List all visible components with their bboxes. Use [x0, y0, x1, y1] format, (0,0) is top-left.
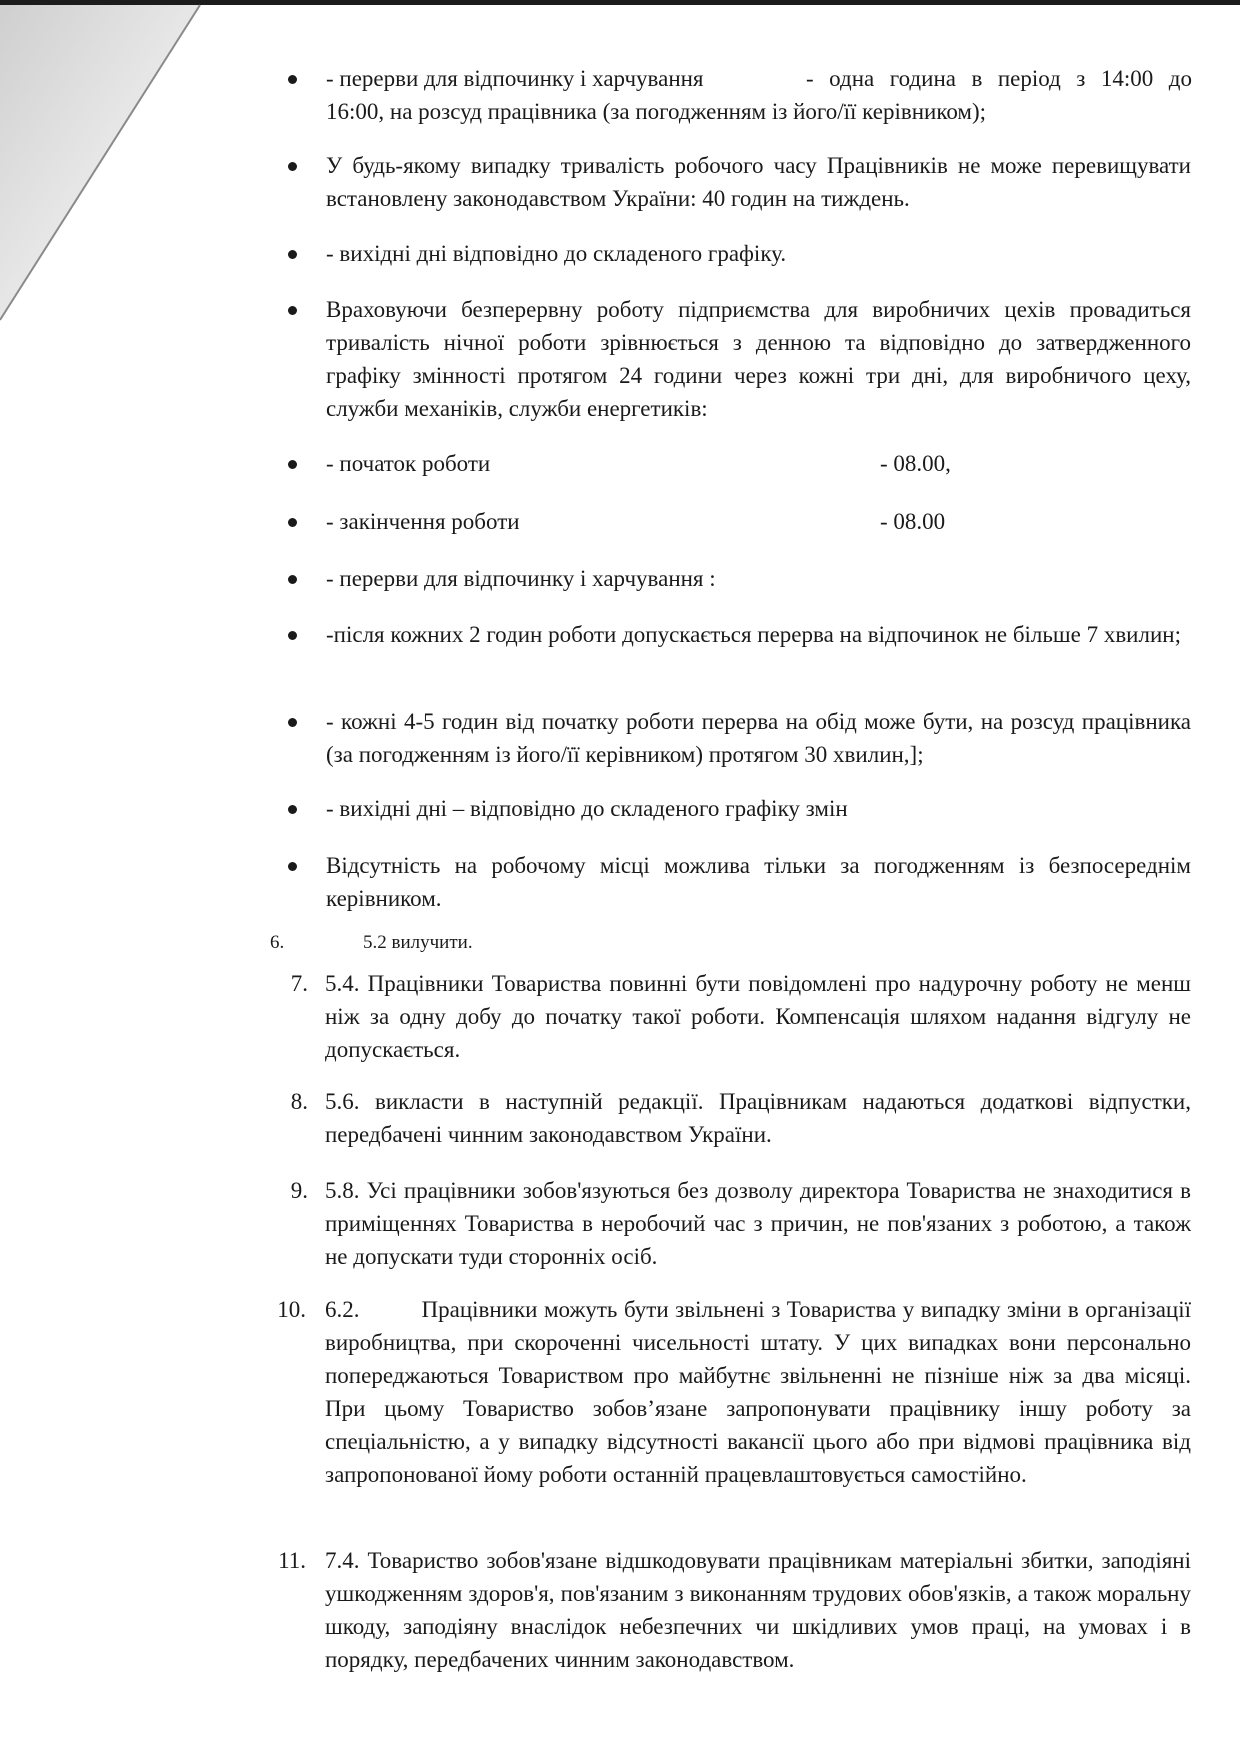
item-number: 8. — [290, 1089, 308, 1114]
bullet-item: Відсутність на робочому місці можлива тільки за погодженням із безпосереднім керівником. — [326, 853, 1191, 911]
bullet-dot — [288, 718, 297, 727]
item-text — [325, 1293, 1191, 1491]
folded-corner-shadow — [0, 0, 240, 330]
bullet-item-label: - початок роботи — [326, 451, 491, 476]
item-number: 7. — [290, 971, 308, 996]
bullet-dot — [288, 306, 297, 315]
bullet-item: - вихідні дні відповідно до складеного графіку. — [326, 241, 787, 266]
bullet-text-line2: 16:00, на розсуд працівника (за погодженням із його/її керівником); — [326, 99, 987, 124]
bullet-item: - вихідні дні – відповідно до складеного графіку змін — [326, 796, 848, 821]
bullet-item: -після кожних 2 годин роботи допускається перерва на відпочинок не більше 7 хвилин; — [326, 622, 1181, 647]
bullet-dot — [288, 250, 297, 259]
item-number: 10. — [277, 1297, 306, 1322]
item-text: 5.8. Усі працівники зобов'язуються без дозволу директора Товариства не знаходитися в приміщеннях Товариства в неробочий час з причин, не пов'язаних з роботою, а також не допускати туди сторонніх осіб. — [325, 1178, 1191, 1269]
bullet-item — [326, 62, 1191, 128]
bullet-item: - перерви для відпочинку і харчування : — [326, 566, 716, 591]
item-number: 11. — [278, 1548, 306, 1573]
bullet-item: - кожні 4-5 годин від початку роботи перерва на обід може бути, на розсуд працівника (за погодженням із його/її керівником) протягом 30 хвилин,]; — [326, 709, 1191, 767]
item-number: 9. — [290, 1178, 308, 1203]
bullet-item-value: - 08.00, — [880, 451, 951, 476]
bullet-text-part2: - одна година в період з 14:00 до — [806, 66, 1192, 91]
bullet-dot — [288, 805, 297, 814]
bullet-item-label: - закінчення роботи — [326, 509, 520, 534]
bullet-dot — [288, 162, 297, 171]
bullet-dot — [288, 518, 297, 527]
item-text: 7.4. Товариство зобов'язане відшкодовувати працівникам матеріальні збитки, заподіяні ушкодженням здоров'я, пов'язаним з виконанням трудових обов'язків, а також моральну шкоду, заподіяну внаслідок небезпечних чи шкідливих умов праці, на умовах і в порядку, передбачених чинним законодавством. — [325, 1548, 1191, 1672]
bullet-dot — [288, 575, 297, 584]
bullet-dot — [288, 75, 297, 84]
item-text: 5.2 вилучити. — [363, 932, 473, 953]
bullet-dot — [288, 631, 297, 640]
item-body: Працівники можуть бути звільнені з Товариства у випадку зміни в організації виробництва, при скороченні чисельності штату. У цих випадках вони персонально попереджаються Товариством про майбутнє звільненні не пізніше ніж за два місяці. При цьому Товариство зобов’язане запропонувати працівнику іншу роботу за спеціальністю, а у випадку відсутності вакансії цього або при відмові працівника від запропонованої йому роботи останній працевлаштовується самостійно. — [325, 1297, 1191, 1487]
item-text: 5.6. викласти в наступній редакції. Працівникам надаються додаткові відпустки, передбачені чинним законодавством України. — [325, 1089, 1191, 1147]
bullet-item: У будь-якому випадку тривалість робочого часу Працівників не може перевищувати встановлену законодавством України: 40 годин на тиждень. — [326, 153, 1191, 211]
bullet-item-value: - 08.00 — [880, 509, 946, 534]
bullet-item: Враховуючи безперервну роботу підприємства для виробничих цехів провадиться тривалість нічної роботи зрівнюється з денною та відповідно до затвердженного графіку змінності протягом 24 години через кожні три дні, для виробничого цеху, служби механіків, служби енергетиків: — [326, 297, 1191, 421]
item-number: 6. — [270, 932, 285, 953]
item-lead: 6.2. — [325, 1297, 360, 1322]
bullet-text-part1: - перерви для відпочинку і харчування — [326, 66, 704, 91]
bullet-dot — [288, 862, 297, 871]
item-text: 5.4. Працівники Товариства повинні бути повідомлені про надурочну роботу не менш ніж за одну добу до початку такої роботи. Компенсація шляхом надання відгулу не допускається. — [325, 971, 1191, 1062]
bullet-dot — [288, 460, 297, 469]
